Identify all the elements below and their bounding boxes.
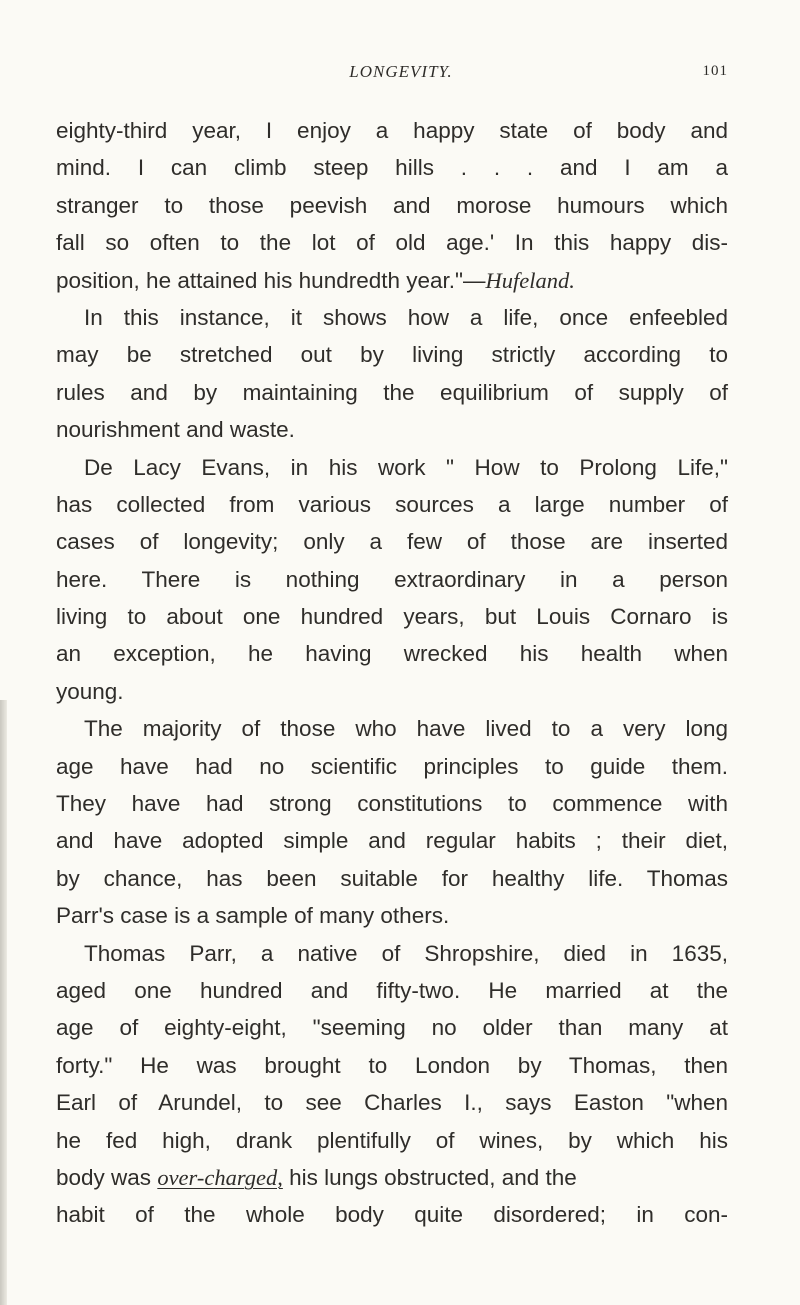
text-segment: his lungs obstructed, and the: [282, 1164, 577, 1190]
running-head: LONGEVITY.: [349, 62, 453, 81]
paragraph-start: In this instance, it shows how a life, once enfeebled: [84, 304, 728, 330]
text-line: he fed high, drank plentifully of wines, by which his: [56, 1127, 728, 1153]
paragraph-start: The majority of those who have lived to a very long: [84, 716, 728, 742]
text-line: mind. I can climb steep hills . . . and I am a: [56, 155, 728, 181]
page-edge-shadow: [0, 700, 7, 1305]
text-line: rules and by maintaining the equilibrium of supply of: [56, 379, 728, 405]
paragraph-start: Thomas Parr, a native of Shropshire, died in 1635,: [84, 940, 728, 966]
text-line: age have had no scientific principles to guide them.: [56, 753, 728, 779]
text-line: stranger to those peevish and morose humours which: [56, 192, 728, 218]
text-line: Earl of Arundel, to see Charles I., says Easton "when: [56, 1090, 728, 1116]
text-line: eighty-third year, I enjoy a happy state of body and: [56, 118, 728, 143]
text-line: has collected from various sources a large number of: [56, 491, 728, 517]
italic-over-charged: over-charged,: [157, 1164, 283, 1190]
page-number: 101: [702, 63, 728, 79]
text-line: young.: [56, 678, 124, 704]
text-line: [56, 262, 728, 299]
page-header: [56, 62, 736, 90]
text-line: Parr's case is a sample of many others.: [56, 903, 450, 929]
text-line: by chance, has been suitable for healthy life. Thomas: [56, 865, 728, 891]
body-text: [56, 112, 728, 1234]
citation-hufeland: Hufeland.: [485, 267, 575, 293]
text-line: habit of the whole body quite disordered; in con-: [56, 1202, 728, 1228]
quote-end: position, he attained his hundredth year."—: [56, 267, 486, 293]
text-line: living to about one hundred years, but Louis Cornaro is: [56, 604, 728, 630]
text-line: may be stretched out by living strictly according to: [56, 342, 728, 368]
text-segment: body was: [56, 1164, 158, 1190]
text-line: forty." He was brought to London by Thomas, then: [56, 1052, 728, 1078]
text-line: an exception, he having wrecked his health when: [56, 641, 728, 667]
text-line: here. There is nothing extraordinary in a person: [56, 566, 728, 592]
text-line: fall so often to the lot of old age.' In this happy dis-: [56, 230, 728, 256]
paragraph-start: De Lacy Evans, in his work " How to Prolong Life,": [84, 454, 728, 480]
text-line: cases of longevity; only a few of those are inserted: [56, 529, 728, 555]
text-line: and have adopted simple and regular habits ; their diet,: [56, 828, 728, 854]
text-line: [56, 1159, 728, 1196]
text-line: aged one hundred and fifty-two. He married at the: [56, 977, 728, 1003]
text-line: They have had strong constitutions to commence with: [56, 791, 728, 817]
text-line: age of eighty-eight, "seeming no older than many at: [56, 1015, 728, 1041]
text-line: nourishment and waste.: [56, 417, 295, 443]
